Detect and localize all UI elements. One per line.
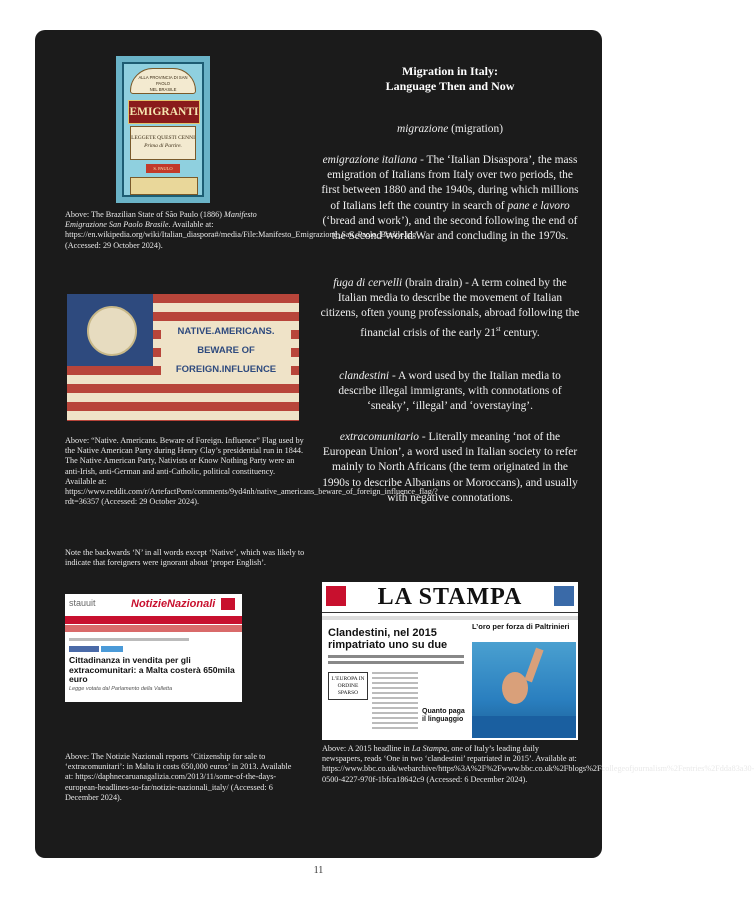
caption-italic: Manifesto Emigrazione San Paolo Brasile: [65, 210, 257, 230]
notizie-masthead: NotizieNazionali: [131, 598, 216, 610]
stampa-small-head: Quanto paga il linguaggio: [422, 708, 465, 723]
definition: - A word used by the Italian media to describe illegal immigrants, with connotations of ‘sneaky’, ‘illegal’ and ‘overstaying’.: [338, 370, 562, 413]
stampa-masthead: LA STAMPA: [377, 584, 523, 610]
title-line-1: Migration in Italy:: [402, 64, 498, 78]
glossary-heading: [320, 122, 580, 137]
poster-line-1: ALLA PROVINCIA DI SAN PAOLO: [138, 75, 188, 86]
flag-line-3: FOREIGN.INFLUENCE: [175, 364, 277, 375]
stampa-headline-b: rimpatriato uno su due: [328, 639, 448, 651]
poster-footer: S. PAULO: [146, 164, 180, 173]
caption-text: . Available at: https://en.wikipedia.org/wiki/Italian_diaspora#/media/File:Manifesto_Emigrazione_San_Paolo_Brasile.jpg (Accessed: 29 October 2024).: [65, 220, 417, 250]
definition: - Literally meaning ‘not of the European Union’, a word used in Italian society to refer mainly to North Africans (the term originated in the 1990s to describe Albanians or Moroccans), and usually with negative connotations.: [322, 431, 578, 504]
title-line-2: Language Then and Now: [385, 79, 515, 93]
definition: - The ‘Italian Disaspora’, the mass emigration of Italians from Italy over two periods, the first between 1880 and the 1940s, during which millions of Italians left the country in search of: [321, 154, 579, 212]
stampa-side-headline: L’oro per forza di Paltrinieri: [472, 622, 570, 631]
eagle-emblem-icon: [87, 306, 137, 356]
definition: century.: [500, 326, 540, 339]
caption-text: Above: The Brazilian State of São Paulo (1886): [65, 210, 225, 219]
definition: (brain drain) - A term coined by the Italian media to describe the movement of Italian citizens, often young professionals, abroad following the financial crisis of the early 21: [320, 277, 580, 339]
poster-line-2: NEL BRASILE: [149, 87, 177, 92]
flag-caption: Above: “Native. Americans. Beware of Foreign. Influence” Flag used by the Native American Party during Henry Clay’s presidential run in 1844. The Native American Party, Nativists or Know Nothing Party were an anti-Irish, anti-German and anti-Catholic, political constituency. Available at: https://www.reddit.com/r/ArtefactPorn/comments/9yd4nh/native_americans_beware_of_foreign_influence_flag/?rdt=36357 (Accessed: 29 October 2024).: [65, 436, 438, 507]
term: emigrazione italiana: [322, 154, 418, 166]
stampa-caption: [322, 744, 754, 785]
page-title: [322, 64, 578, 94]
term: extracomunitario: [339, 431, 419, 443]
term: clandestini: [339, 370, 390, 382]
term-migrazione: migrazione: [397, 123, 449, 135]
flag-line-1: NATIVE.AMERICANS.: [177, 326, 275, 337]
swimmer-photo: [472, 642, 576, 738]
notizie-subhead: Legge votata dal Parlamento della Valletta: [69, 686, 173, 692]
definition: (‘bread and work’), and the second following the end of the Second World War and concluding in the 1970s.: [322, 214, 578, 243]
glossary-entry-clandestini: [320, 369, 580, 415]
flag-note: Note the backwards ‘N’ in all words except ‘Native’, which was likely to indicate that foreigners were ignorant about ‘proper English’.: [65, 548, 305, 568]
stampa-box-label: L’EUROPA IN ORDINE SPARSO: [328, 672, 368, 700]
poster-line-3: LEGGETE QUESTI CENNI: [131, 135, 195, 141]
notizie-caption: Above: The Notizie Nazionali reports ‘Citizenship for sale to ‘extracomunitari’: in Malta it costs 650,000 euros’ in 2013. Available at: https://daphnecaruanagalizia.com/2013/11/some-of-the-days-european-headlines-so-far/notizie-nazionali_italy/ (Accessed: 6 December 2024).: [65, 752, 292, 802]
caption-text: , one of Italy’s leading daily newspapers, reads ‘One in two ‘clandestini’ repatriated in 2015’. Available at: https://www.bbc.co.uk/webarchive/https%3A%2F%2Fwww.bbc.co.uk%2Fblogs%2Fcollegeofjournalism%2Fentries%2Fdda83a30-0500-4227-970f-1bfca18642c9 (Accessed: 6 December 2024).: [322, 744, 754, 784]
emigranti-poster-image: [116, 56, 210, 203]
la-stampa-front-page: [322, 582, 578, 740]
poster-line-4: Prima di Partire.: [144, 143, 182, 149]
stampa-headline-a: Clandestini, nel 2015: [328, 627, 437, 639]
caption-italic: La Stampa: [411, 744, 448, 753]
notizie-nazionali-screenshot: [65, 594, 242, 702]
term: fuga di cervelli: [333, 277, 403, 289]
poster-caption: [65, 210, 417, 251]
poster-main-word: EMIGRANTI: [128, 100, 200, 124]
term-def: (migration): [448, 123, 503, 135]
glossary-entry-fuga: [320, 276, 580, 341]
notizie-logo: stauuit: [69, 598, 96, 608]
italic-phrase: pane e lavoro: [507, 199, 570, 212]
superscript: st: [495, 324, 501, 333]
caption-text: Above: A 2015 headline in: [322, 744, 412, 753]
native-americans-flag-image: [67, 294, 299, 421]
page-number: 11: [313, 865, 324, 876]
flag-line-2: BEWARE OF: [197, 345, 255, 356]
notizie-headline: Cittadinanza in vendita per gli extracomunitari: a Malta costerà 650mila euro: [69, 655, 235, 684]
